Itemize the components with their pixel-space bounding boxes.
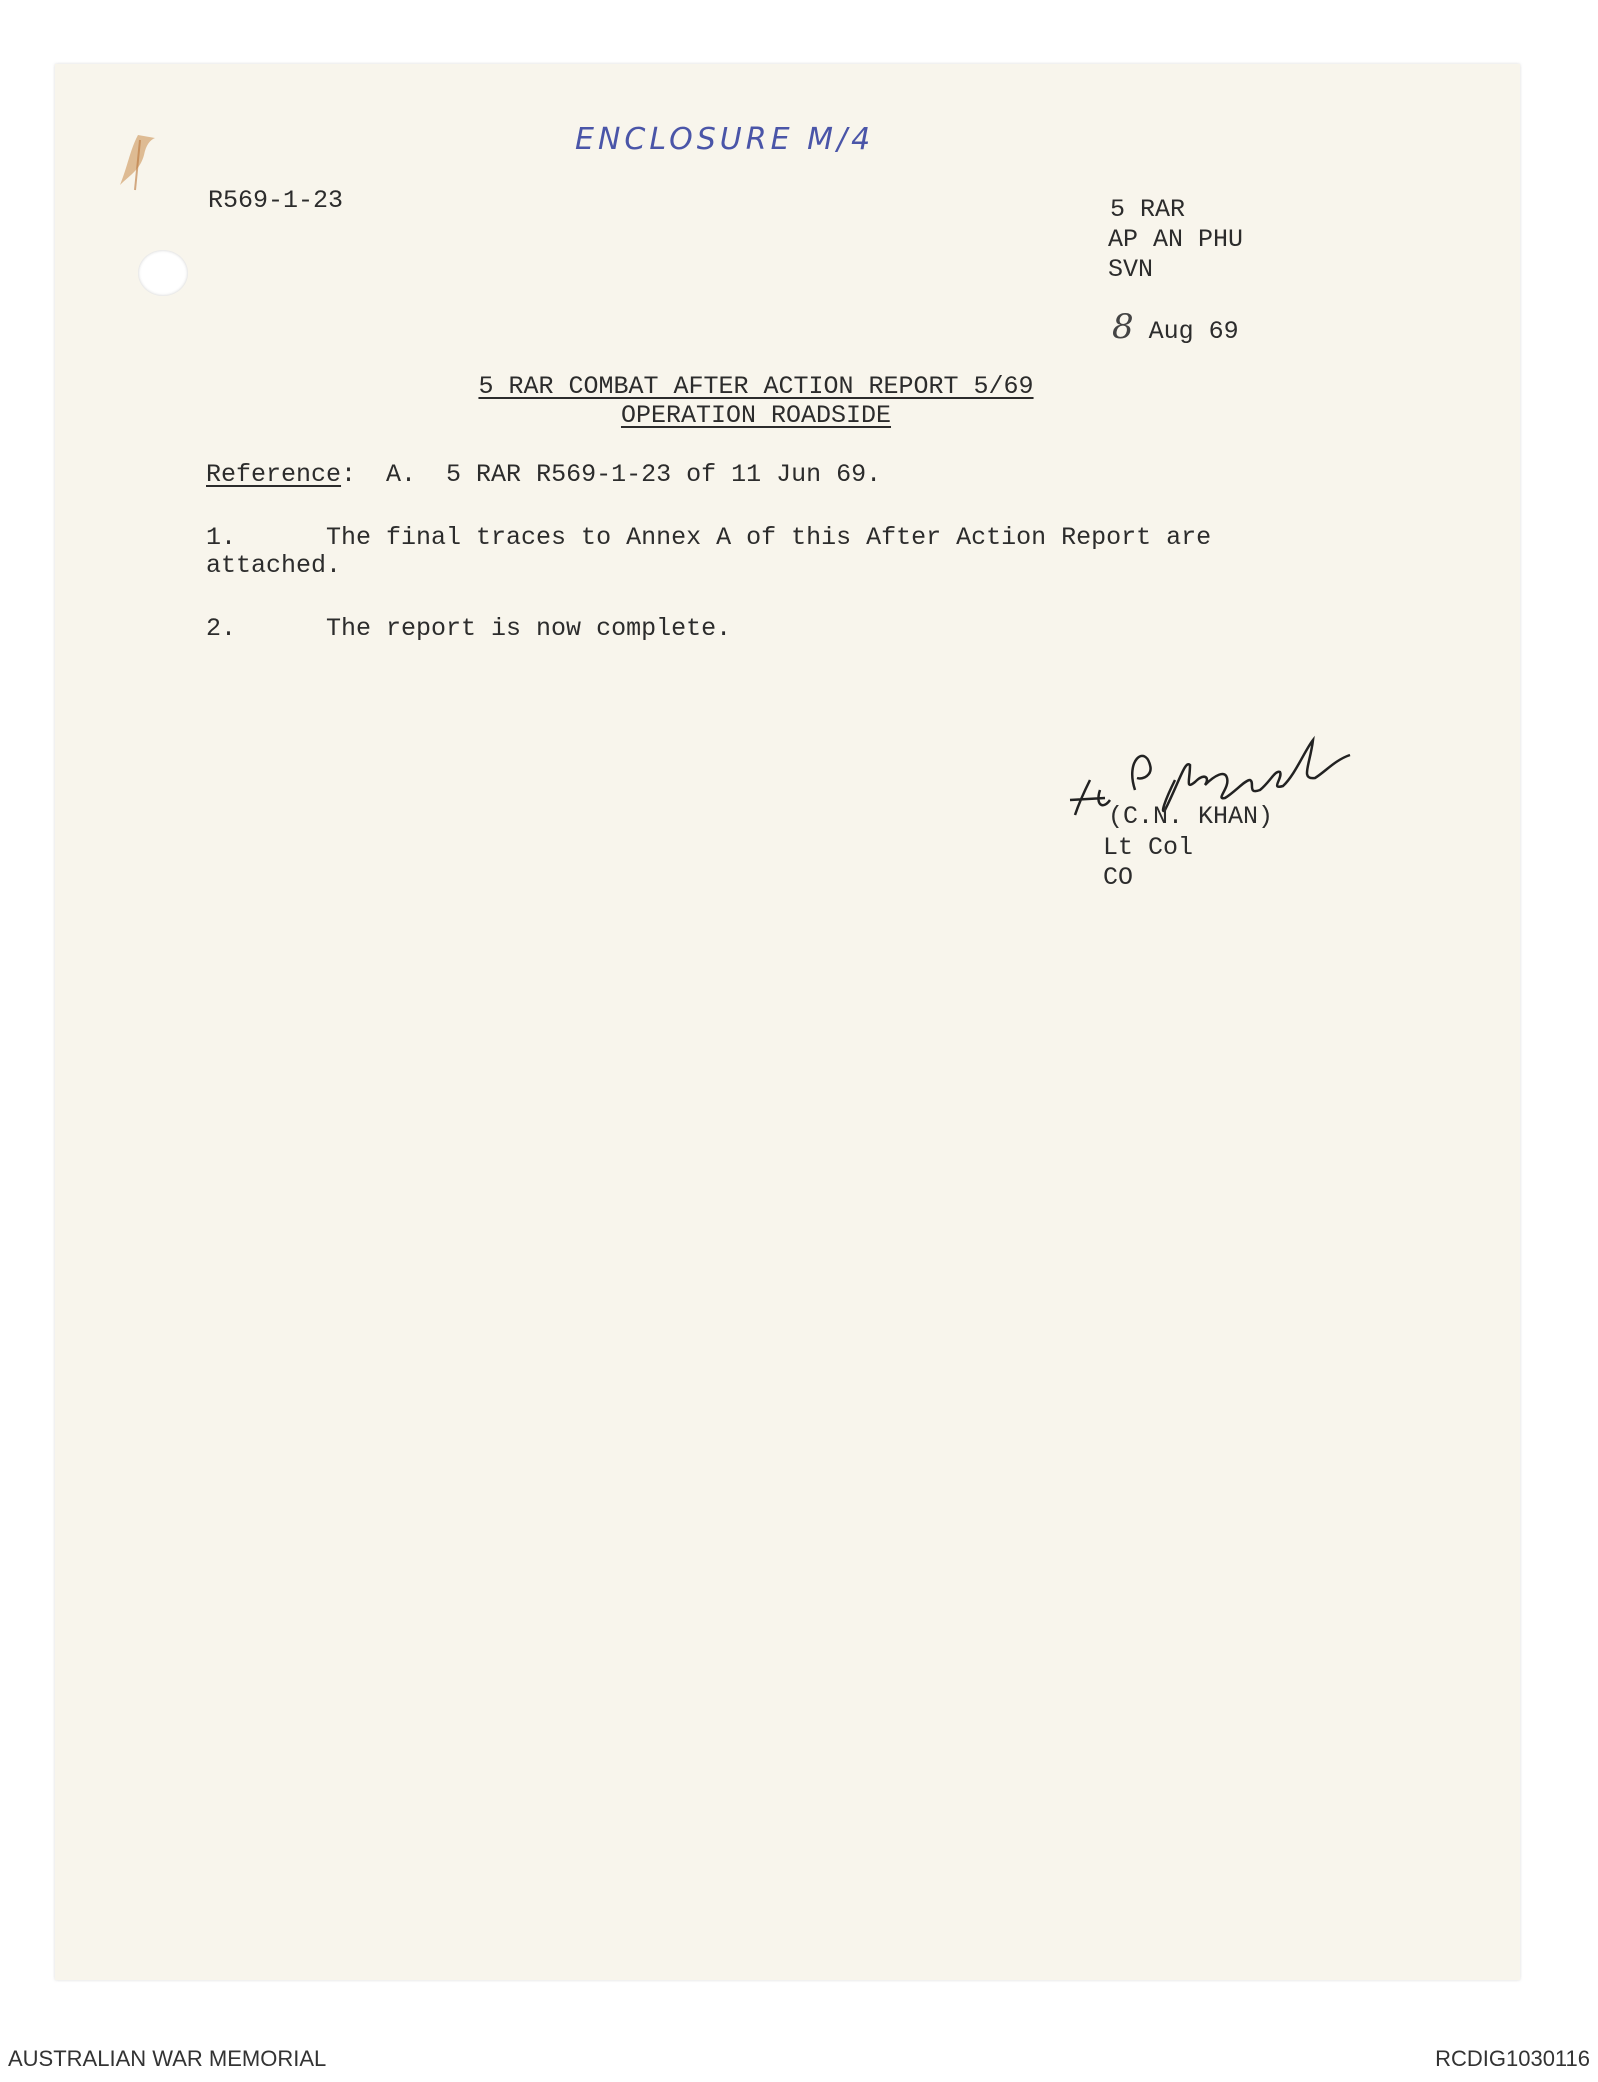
address-line-location: AP AN PHU bbox=[1108, 225, 1244, 254]
document-page bbox=[55, 64, 1520, 1980]
signatory-name: (C.N. KHAN) bbox=[1108, 802, 1274, 831]
reference-label: Reference bbox=[206, 460, 342, 489]
reference-text: : A. 5 RAR R569-1-23 of 11 Jun 69. bbox=[341, 460, 882, 489]
reference-line bbox=[206, 460, 881, 490]
paragraph-1-line-1: 1. The final traces to Annex A of this After Action Report are bbox=[206, 523, 1212, 552]
footer-institution: AUSTRALIAN WAR MEMORIAL bbox=[8, 2046, 327, 2071]
operation-name: OPERATION ROADSIDE bbox=[620, 401, 892, 430]
enclosure-note: ENCLOSURE M/4 bbox=[575, 122, 875, 157]
signatory-rank: Lt Col bbox=[1103, 833, 1194, 862]
signatory-appointment: CO bbox=[1103, 863, 1134, 892]
footer-item-id: RCDIG1030116 bbox=[1435, 2046, 1590, 2071]
date-day-handwritten: 8 bbox=[1112, 307, 1134, 347]
paragraph-2: 2. The report is now complete. bbox=[206, 614, 732, 643]
report-title: 5 RAR COMBAT AFTER ACTION REPORT 5/69 bbox=[478, 372, 1034, 401]
rust-stain bbox=[110, 130, 170, 200]
punch-hole bbox=[138, 250, 188, 296]
file-reference: R569-1-23 bbox=[208, 186, 344, 215]
address-line-unit: 5 RAR bbox=[1110, 195, 1186, 224]
paragraph-1-line-2: attached. bbox=[206, 551, 342, 580]
document-date bbox=[1112, 307, 1239, 347]
address-line-country: SVN bbox=[1108, 255, 1154, 284]
date-month-year: Aug 69 bbox=[1133, 317, 1239, 346]
